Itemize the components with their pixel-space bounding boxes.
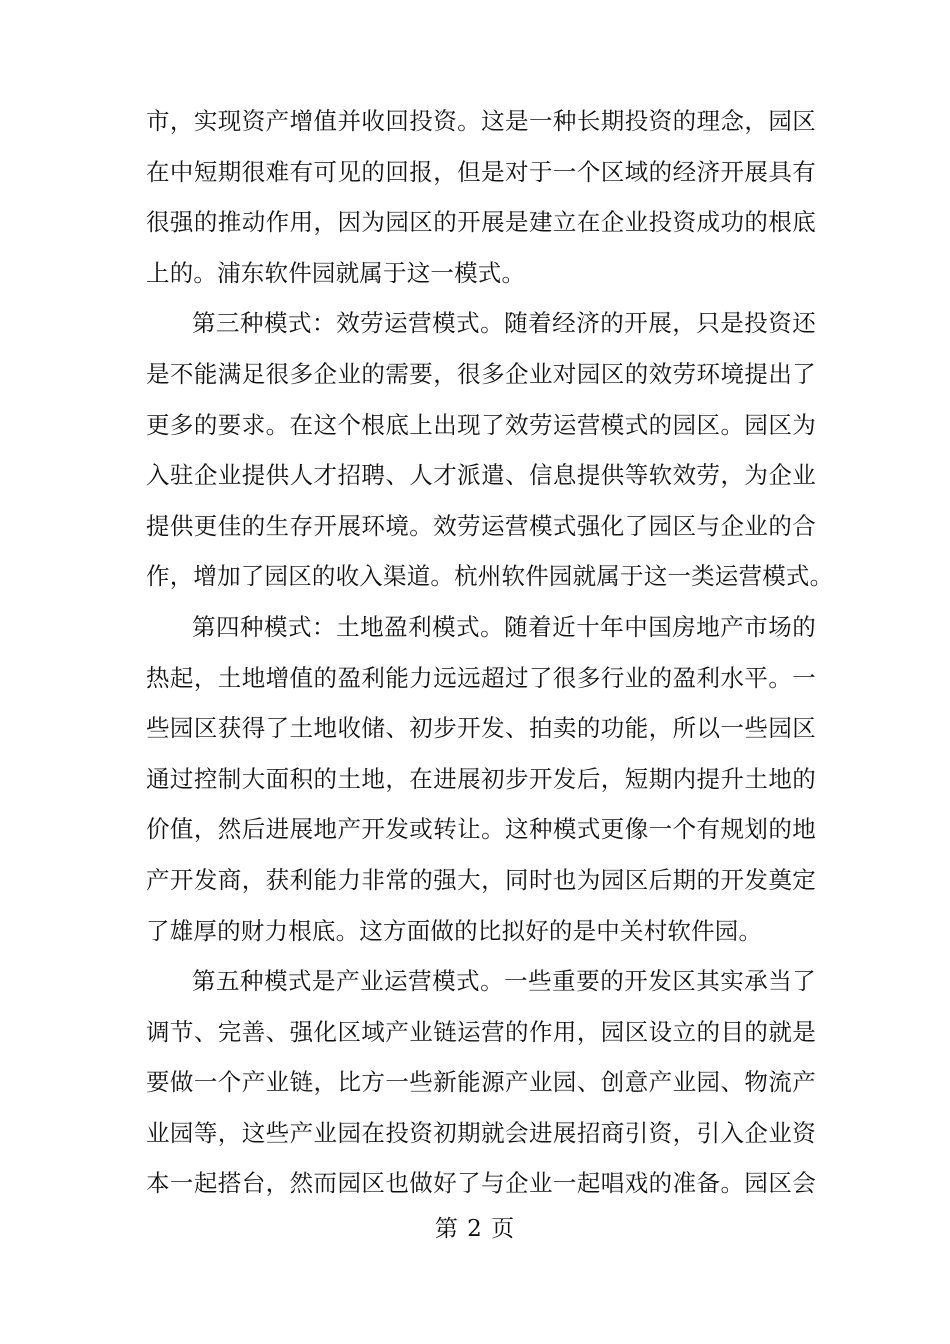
text-line: 产开发商，获利能力非常的强大，同时也为园区后期的开发奠定 [146,865,816,894]
text-line: 第三种模式：效劳运营模式。随着经济的开展，只是投资还 [192,309,816,338]
text-line: 入驻企业提供人才招聘、人才派遣、信息提供等软效劳，为企业 [146,461,816,490]
text-line: 价值，然后进展地产开发或转让。这种模式更像一个有规划的地 [146,815,816,844]
text-line: 作，增加了园区的收入渠道。杭州软件园就属于这一类运营模式。 [146,562,834,591]
text-line: 热起，土地增值的盈利能力远远超过了很多行业的盈利水平。一 [146,663,816,692]
text-line: 是不能满足很多企业的需要，很多企业对园区的效劳环境提出了 [146,359,816,388]
text-line: 第五种模式是产业运营模式。一些重要的开发区其实承当了 [192,967,816,996]
text-line: 调节、完善、强化区域产业链运营的作用，园区设立的目的就是 [146,1017,816,1046]
text-line: 通过控制大面积的土地，在进展初步开发后，短期内提升土地的 [146,764,816,793]
page-number: 第 2 页 [434,1216,516,1242]
text-line: 本一起搭台，然而园区也做好了与企业一起唱戏的准备。园区会 [146,1169,816,1198]
text-line: 提供更佳的生存开展环境。效劳运营模式强化了园区与企业的合 [146,511,816,540]
document-body [146,96,834,1209]
text-line: 了雄厚的财力根底。这方面做的比拟好的是中关村软件园。 [146,916,763,945]
text-line: 要做一个产业链，比方一些新能源产业园、创意产业园、物流产 [146,1068,816,1097]
text-line: 很强的推动作用，因为园区的开展是建立在企业投资成功的根底 [146,208,816,237]
text-line: 更多的要求。在这个根底上出现了效劳运营模式的园区。园区为 [146,410,816,439]
text-line: 些园区获得了土地收储、初步开发、拍卖的功能，所以一些园区 [146,714,816,743]
text-line: 第四种模式：土地盈利模式。随着近十年中国房地产市场的 [192,612,816,641]
text-line: 在中短期很难有可见的回报，但是对于一个区域的经济开展具有 [146,157,816,186]
text-line: 上的。浦东软件园就属于这一模式。 [146,258,526,287]
text-line: 市，实现资产增值并收回投资。这是一种长期投资的理念，园区 [146,107,816,135]
text-line: 业园等，这些产业园在投资初期就会进展招商引资，引入企业资 [146,1118,816,1147]
